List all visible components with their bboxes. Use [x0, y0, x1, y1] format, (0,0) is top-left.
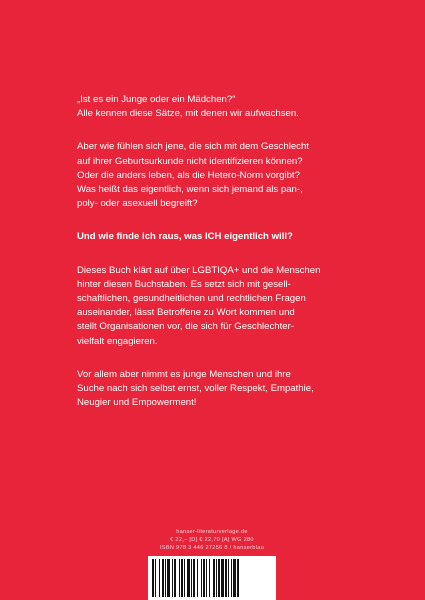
publisher-website: hanser-literaturverlage.de — [176, 529, 248, 535]
blurb-paragraph — [77, 264, 377, 349]
blurb-line: auseinander, lässt Betroffene zu Wort kommen und — [77, 307, 295, 319]
blurb-line: „Ist es ein Junge oder ein Mädchen?“ — [77, 94, 236, 105]
blurb-line: hinter diesen Buchstaben. Es setzt sich mit gesell- — [77, 278, 291, 290]
barcode-bar — [237, 559, 239, 597]
blurb-line: poly- oder asexuell begreift? — [77, 198, 198, 210]
blurb-paragraph — [77, 230, 377, 244]
blurb-paragraph — [77, 140, 377, 211]
blurb-line: Neugier und Empowerment! — [77, 397, 197, 409]
blurb-line: Was heißt das eigentlich, wenn sich jemand als pan-, — [77, 184, 303, 196]
blurb-line: Suche nach sich selbst ernst, voller Respekt, Empathie, — [77, 383, 314, 395]
blurb-line: vielfalt engagieren. — [77, 335, 158, 347]
isbn-barcode — [148, 556, 276, 600]
blurb-line: Aber wie fühlen sich jene, die sich mit dem Geschlecht — [77, 141, 309, 153]
blurb-line: Und wie finde ich raus, was ICH eigentlich will? — [77, 231, 293, 243]
price-line: € 22,– [D] € 22,70 [A] WG 280 — [170, 536, 254, 543]
blurb-line: auf ihrer Geburtsurkunde nicht identifizieren können? — [77, 155, 303, 167]
blurb-line: Dieses Buch klärt auf über LGBTIQA+ und die Menschen — [77, 264, 321, 276]
barcode-bars — [152, 559, 272, 597]
blurb-line: schaftlichen, gesundheitlichen und rechtlichen Fragen — [77, 293, 306, 305]
isbn-line: ISBN 978 3 446 27256 8 / hanserblau — [159, 544, 265, 551]
blurb-line: Vor allem aber nimmt es junge Menschen und ihre — [77, 368, 291, 380]
blurb-line: Alle kennen diese Sätze, mit denen wir aufwachsen. — [77, 108, 299, 120]
blurb-line: Oder die anders leben, als die Hetero-Norm vorgibt? — [77, 169, 300, 181]
publisher-footer — [147, 529, 277, 552]
blurb-paragraph — [77, 368, 377, 411]
back-cover-blurb — [77, 93, 377, 429]
blurb-line: stellt Organisationen vor, die sich für Geschlechter- — [77, 321, 295, 333]
blurb-paragraph — [77, 93, 377, 121]
